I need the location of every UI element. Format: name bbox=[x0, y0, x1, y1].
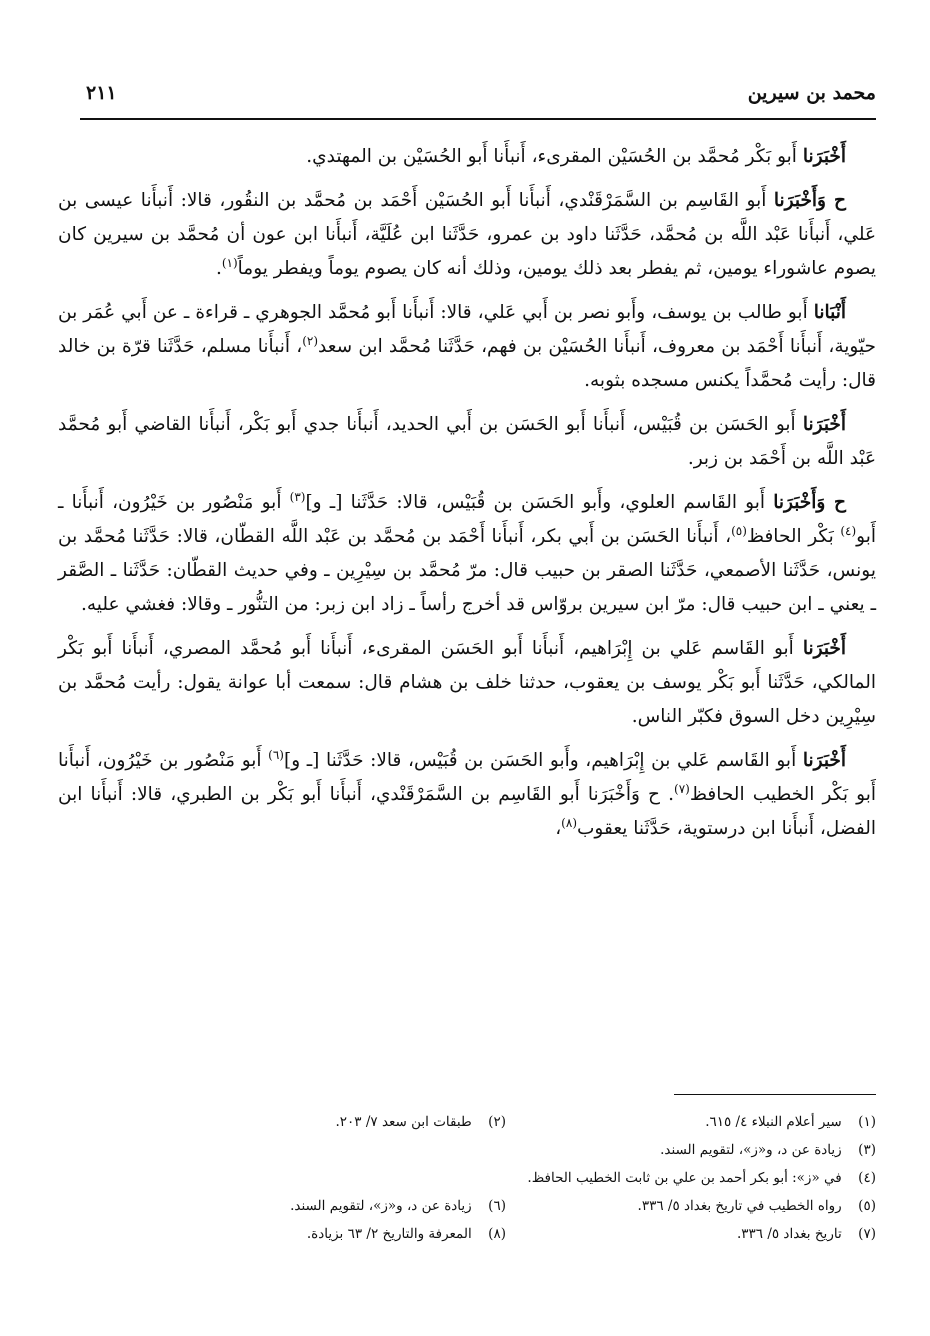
footnote bbox=[506, 1192, 876, 1220]
paragraph-text: ، أَنبأَنا مسلم، حَدَّثَنا قرّة بن خالد قال: رأيت مُحمَّداً يكنس مسجده بثوبه. bbox=[58, 336, 876, 391]
footnote-ref: (٥) bbox=[731, 523, 747, 538]
body-text bbox=[58, 140, 876, 856]
footnote-number: (٢) bbox=[488, 1114, 506, 1130]
footnote-ref: (٢) bbox=[302, 333, 319, 348]
footnote-number: (٦) bbox=[488, 1198, 506, 1214]
isnad-keyword: أَخْبَرَنا bbox=[802, 638, 846, 659]
footnote-text: طبقات ابن سعد ٧/ ٢٠٣. bbox=[335, 1114, 476, 1130]
isnad-keyword: أَخْبَرَنا bbox=[802, 750, 846, 771]
footnote bbox=[307, 1220, 506, 1248]
footnote bbox=[527, 1164, 876, 1192]
isnad-keyword: ح وَأَخْبَرَنا bbox=[773, 190, 846, 211]
paragraph-text: ، أَنبأَنا الحَسَن بن أَبي بكر، أَنبأَنا أَحْمَد بن مُحمَّد بن عَبْد اللَّه القطّان، قالا: حَدَّثَنا مُحمَّد بن يونس، حَدَّثَنا الأصمعي، حَدَّثَنا الصقر بن حبيب قال: مرّ مُحمَّد بن سِيْرِين ـ وفي حديث القطّان: حَدَّثَنا ـ الصَّقر ـ يعني ـ ابن حبيب قال: مرّ ابن سيرين بروّاس قد أخرج رأساً ـ زاد ابن زبر: من التنُّور ـ وقالا: فغشي عليه. bbox=[58, 526, 876, 615]
footnote-ref: (١) bbox=[221, 255, 238, 270]
paragraph-text: أَبو القَاسِم بن السَّمَرْقَنْدي، أَنبأَنا أَبو الحُسَيْن أَحْمَد بن مُحمَّد بن النقُور، قالا: أَنبأَنا عيسى بن عَلي، أَنبأَنا عَبْد اللَّه بن مُحمَّد، حَدَّثَنا داود بن عمرو، حَدَّثَنا ابن عُلَيَّة، أَنبأَنا ابن عون أن مُحمَّد بن سيرين كان يصوم عاشوراء يومين، ثم يفطر بعد ذلك يومين، وذلك أنه كان يصوم يوماً ويفطر يوماً bbox=[58, 190, 876, 279]
footnote-ref: (٧) bbox=[674, 781, 690, 796]
running-title: محمد بن سيرين bbox=[747, 82, 876, 104]
footnote-ref: (٦) bbox=[268, 747, 284, 762]
paragraph-text: أَبو القَاسم عَلي بن إِبْرَاهيم، أَنبأَنا أَبو الحَسَن المقرىء، أَنبأَنا أَبو مُحمَّد المصري، أَنبأَنا أَبو بَكْر المالكي، حَدَّثَنا أَبو بَكْر يوسف بن يعقوب، حدثنا خلف بن هشام قال: سمعت أبا عوانة يقول: رأيت مُحمَّد بن سِيْرِين دخل السوق فكبّر الناس. bbox=[58, 638, 876, 727]
footnote-text: تاريخ بغداد ٥/ ٣٣٦. bbox=[736, 1226, 846, 1242]
footnote bbox=[506, 1108, 876, 1136]
footnote-row bbox=[120, 1164, 876, 1192]
page-number: ٢١١ bbox=[86, 82, 117, 104]
paragraph-text: أَبو القَاسم العلوي، وأَبو الحَسَن بن قُبَيْس، قالا: حَدَّثَنا [ـ و] bbox=[305, 492, 774, 513]
footnote-text: المعرفة والتاريخ ٢/ ٦٣ بزيادة. bbox=[306, 1226, 476, 1242]
paragraph-text: أَبو مَنْصُور بن خَيْرُون، أَنبأَنا أَبو بَكْر الخطيب الحافظ bbox=[58, 750, 876, 805]
footnote-number: (٧) bbox=[858, 1226, 876, 1242]
paragraph-text: . ح وَأَخْبَرَنا أَبو القَاسِم بن السَّمَرْقَنْدي، أَنبأَنا أَبو بَكْر بن الطبري، قالا: أَنبأَنا ابن الفضل، أَنبأَنا ابن درستوية، حَدَّثَنا يعقوب bbox=[58, 784, 876, 839]
paragraph-text: أَبو طالب بن يوسف، وأَبو نصر بن أَبي عَلي، قالا: أَنبأَنا أَبو مُحمَّد الجوهري ـ قراءة ـ عن أَبي عُمَر بن حيّوية، أَنبأَنا أَحْمَد بن معروف، أَنبأَنا الحُسَيْن بن فهم، حَدَّثَنا مُحمَّد ابن سعد bbox=[58, 302, 876, 357]
footnote-ref: (٨) bbox=[561, 815, 577, 830]
running-header bbox=[80, 78, 876, 112]
footnote bbox=[335, 1108, 506, 1136]
isnad-keyword: أَنْبَانا bbox=[813, 302, 846, 323]
footnote-number: (٨) bbox=[488, 1226, 506, 1242]
paragraph bbox=[58, 184, 876, 286]
footnote-ref: (٤) bbox=[840, 523, 857, 538]
paragraph bbox=[58, 408, 876, 476]
paragraph bbox=[58, 486, 876, 622]
footnote-ref: (٣) bbox=[289, 489, 306, 504]
footnote-number: (٤) bbox=[858, 1170, 876, 1186]
paragraph-text: . bbox=[215, 258, 222, 279]
footnotes bbox=[120, 1108, 876, 1248]
paragraph-text: بَكْر الحافظ bbox=[746, 526, 841, 547]
footnote bbox=[660, 1136, 876, 1164]
footnote bbox=[290, 1192, 506, 1220]
footnote bbox=[506, 1220, 876, 1248]
footnote-number: (٣) bbox=[858, 1142, 876, 1158]
paragraph-text: أَبو القَاسم عَلي بن إِبْرَاهيم، وأَبو الحَسَن بن قُبَيْس، قالا: حَدَّثَنا [ـ و] bbox=[283, 750, 803, 771]
footnote-text: زيادة عن د، و«ز»، لتقويم السند. bbox=[660, 1142, 846, 1158]
footnote-row bbox=[120, 1108, 876, 1136]
footnote-row bbox=[120, 1220, 876, 1248]
footnote-number: (٥) bbox=[858, 1198, 876, 1214]
isnad-keyword: أَخْبَرَنا bbox=[802, 414, 846, 435]
paragraph bbox=[58, 744, 876, 846]
paragraph bbox=[58, 632, 876, 734]
paragraph bbox=[58, 296, 876, 398]
isnad-keyword: ح وَأَخْبَرَنا bbox=[773, 492, 846, 513]
paragraph-text: أَبو بَكْر مُحمَّد بن الحُسَيْن المقرىء، أَنبأَنا أَبو الحُسَيْن بن المهتدي. bbox=[306, 146, 803, 167]
paragraph-text: أَبو مَنْصُور بن خَيْرُون، أَنبأَنا ـ أَبو bbox=[58, 492, 876, 547]
paragraph-text: أَبو الحَسَن بن قُبَيْس، أَنبأَنا أَبو الحَسَن بن أَبي الحديد، أَنبأَنا جدي أَبو بَكْر، أَنبأَنا القاضي أَبو مُحمَّد عَبْد اللَّه بن أَحْمَد بن زبر. bbox=[58, 414, 876, 469]
footnote-row bbox=[120, 1192, 876, 1220]
footnote-separator bbox=[674, 1094, 876, 1095]
header-rule bbox=[80, 118, 876, 120]
footnote-text: في «ز»: أبو بكر أحمد بن علي بن ثابت الخطيب الحافظ. bbox=[527, 1170, 846, 1186]
paragraph-text: ، bbox=[555, 818, 562, 839]
footnote-text: رواه الخطيب في تاريخ بغداد ٥/ ٣٣٦. bbox=[637, 1198, 846, 1214]
footnote-text: سير أعلام النبلاء ٤/ ٦١٥. bbox=[705, 1114, 846, 1130]
isnad-keyword: أَخْبَرَنا bbox=[802, 146, 846, 167]
paragraph bbox=[58, 140, 876, 174]
footnote-row bbox=[120, 1136, 876, 1164]
footnote-number: (١) bbox=[858, 1114, 876, 1130]
footnote-text: زيادة عن د، و«ز»، لتقويم السند. bbox=[290, 1198, 476, 1214]
